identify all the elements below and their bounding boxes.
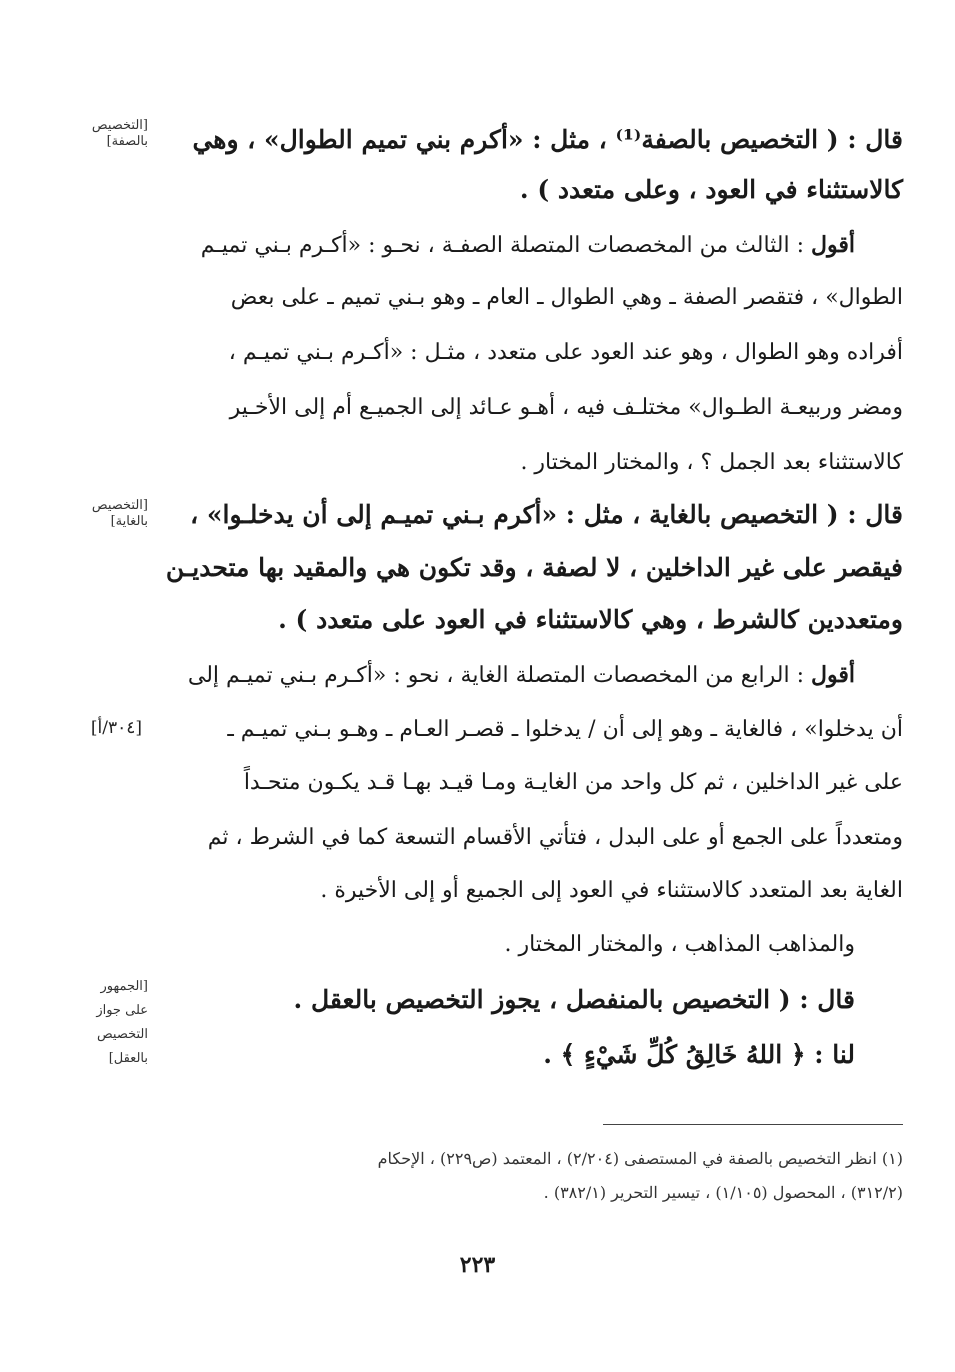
folio-reference: [٣٠٤/أ] xyxy=(90,718,142,738)
sharh-line: والمذاهب المذاهب ، والمختار المختار . xyxy=(504,932,855,957)
margin-note-line: بالعقل] xyxy=(108,1051,148,1066)
sharh-line: على غير الداخلين ، ثم كل واحد من الغايـة ومـا قيـد بهـا قـد يكـون متحـداً xyxy=(243,770,903,795)
margin-note-line: بالصفة] xyxy=(106,134,148,149)
sharh-line: أفراده وهو الطوال ، وهو عند العود على متعدد ، مثـل : «أكـرم بـني تميـم ، xyxy=(228,340,903,365)
margin-note-line: [التخصيص xyxy=(91,498,148,513)
footnote-rule xyxy=(603,1124,903,1125)
margin-note-line: [التخصيص xyxy=(91,118,148,133)
matn-line: قال : ( التخصيص بالمنفصل ، يجوز التخصيص بالعقل . xyxy=(293,985,855,1014)
margin-note-line: على جواز xyxy=(96,1003,148,1018)
margin-note-line: [الجمهور xyxy=(100,979,148,994)
sharh-line xyxy=(150,662,855,688)
matn-line: قال : ( التخصيص بالغاية ، مثل : «أكرم بـني تميـم إلى أن يدخلـوا» ، xyxy=(190,500,903,529)
matn-line: ومتعددين كالشرط ، وهي كالاستثناء في العود على متعدد ) . xyxy=(278,605,903,634)
sharh-line: أن يدخلوا» ، فالغاية ـ وهو إلى أن / يدخلوا ـ قصـر العـام ـ وهـو بـني تميـم ـ xyxy=(227,717,903,742)
margin-note-line: التخصيص xyxy=(96,1027,148,1042)
sharh-lead-word: أقول xyxy=(811,232,855,258)
matn-line: فيقصر على غير الداخلين ، لا لصفة ، وقد تكون هي والمقيد بها متحديـن xyxy=(165,553,903,582)
matn-line: كالاستثناء في العود ، وعلى متعدد ) . xyxy=(519,175,903,204)
margin-note-adjective xyxy=(68,118,148,150)
sharh-lead-word: أقول xyxy=(811,662,855,688)
margin-note-reason xyxy=(68,975,148,1071)
margin-note-goal xyxy=(68,498,148,530)
sharh-line: ومضر وربيعـة الطـوال» مختلـف فيه ، أهـو عـائد إلى الجميـع أم إلى الأخـير xyxy=(229,395,903,420)
footnote-line: (٣١٢/٢) ، المحصول (١/١٠٥) ، تيسير التحرير (٣٨٢/١) . xyxy=(543,1183,903,1202)
sharh-line: ومتعدداً على الجمع أو على البدل ، فتأتي الأقسام التسعة كما في الشرط ، ثم xyxy=(207,825,903,850)
sharh-line xyxy=(150,232,855,258)
matn-line: لنا : ﴿ اللهُ خَالِقُ كُلِّ شَيْءٍ ﴾ . xyxy=(543,1040,855,1069)
page-number: ٢٢٣ xyxy=(459,1252,496,1278)
margin-note-line: بالغاية] xyxy=(110,514,148,529)
sharh-text: : الثالث من المخصصات المتصلة الصفـة ، نحـو : «أكـرم بـني تميـم xyxy=(200,233,812,258)
matn-line: قال : ( التخصيص بالصفة⁽¹⁾ ، مثل : «أكرم بني تميم الطوال» ، وهي xyxy=(192,125,903,154)
footnote-line: (١) انظر التخصيص بالصفة في المستصفى (٢/٢٠٤) ، المعتمد (ص٢٢٩) ، الإحكام xyxy=(377,1149,903,1168)
sharh-line: الغاية بعد المتعدد كالاستثناء في العود إلى الجميع أو إلى الأخيرة . xyxy=(320,878,903,903)
sharh-text: : الرابع من المخصصات المتصلة الغاية ، نحو : «أكـرم بـني تميـم إلى xyxy=(187,663,812,688)
sharh-line: كالاستثناء بعد الجمل ؟ ، والمختار المختار . xyxy=(520,450,903,475)
sharh-line: الطوال» ، فتقصر الصفة ـ وهي الطوال ـ العام ـ وهو بـني تميم ـ على بعض xyxy=(230,285,903,310)
